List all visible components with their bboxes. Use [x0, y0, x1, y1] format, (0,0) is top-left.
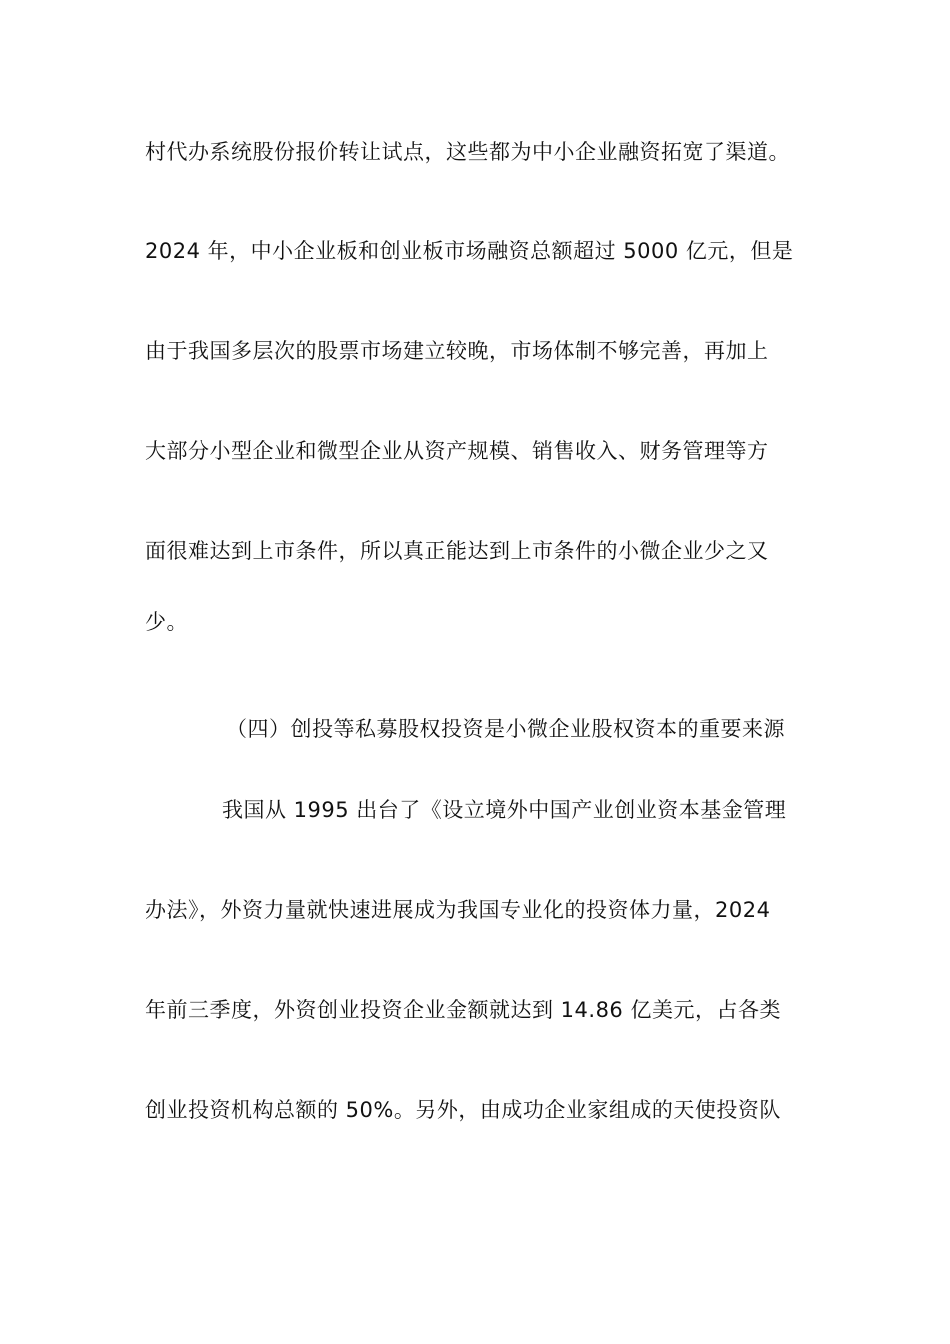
text-line-3: 由于我国多层次的股票市场建立较晚，市场体制不够完善，再加上: [145, 339, 769, 363]
section-heading: （四）创投等私募股权投资是小微企业股权资本的重要来源: [226, 717, 785, 741]
text-line-10: 年前三季度，外资创业投资企业金额就达到 14.86 亿美元，占各类: [145, 998, 781, 1022]
text-line-4: 大部分小型企业和微型企业从资产规模、销售收入、财务管理等方: [145, 439, 769, 463]
text-line-11: 创业投资机构总额的 50%。另外，由成功企业家组成的天使投资队: [145, 1098, 781, 1122]
text-line-5: 面很难达到上市条件，所以真正能达到上市条件的小微企业少之又: [145, 539, 769, 563]
text-line-6: 少。: [145, 610, 188, 634]
text-line-9: 办法》，外资力量就快速进展成为我国专业化的投资体力量，2024: [145, 898, 771, 922]
paragraph-first-line: 我国从 1995 出台了《设立境外中国产业创业资本基金管理: [222, 798, 787, 822]
text-line-1: 村代办系统股份报价转让试点，这些都为中小企业融资拓宽了渠道。: [145, 140, 790, 164]
text-line-2: 2024 年，中小企业板和创业板市场融资总额超过 5000 亿元，但是: [145, 239, 794, 263]
